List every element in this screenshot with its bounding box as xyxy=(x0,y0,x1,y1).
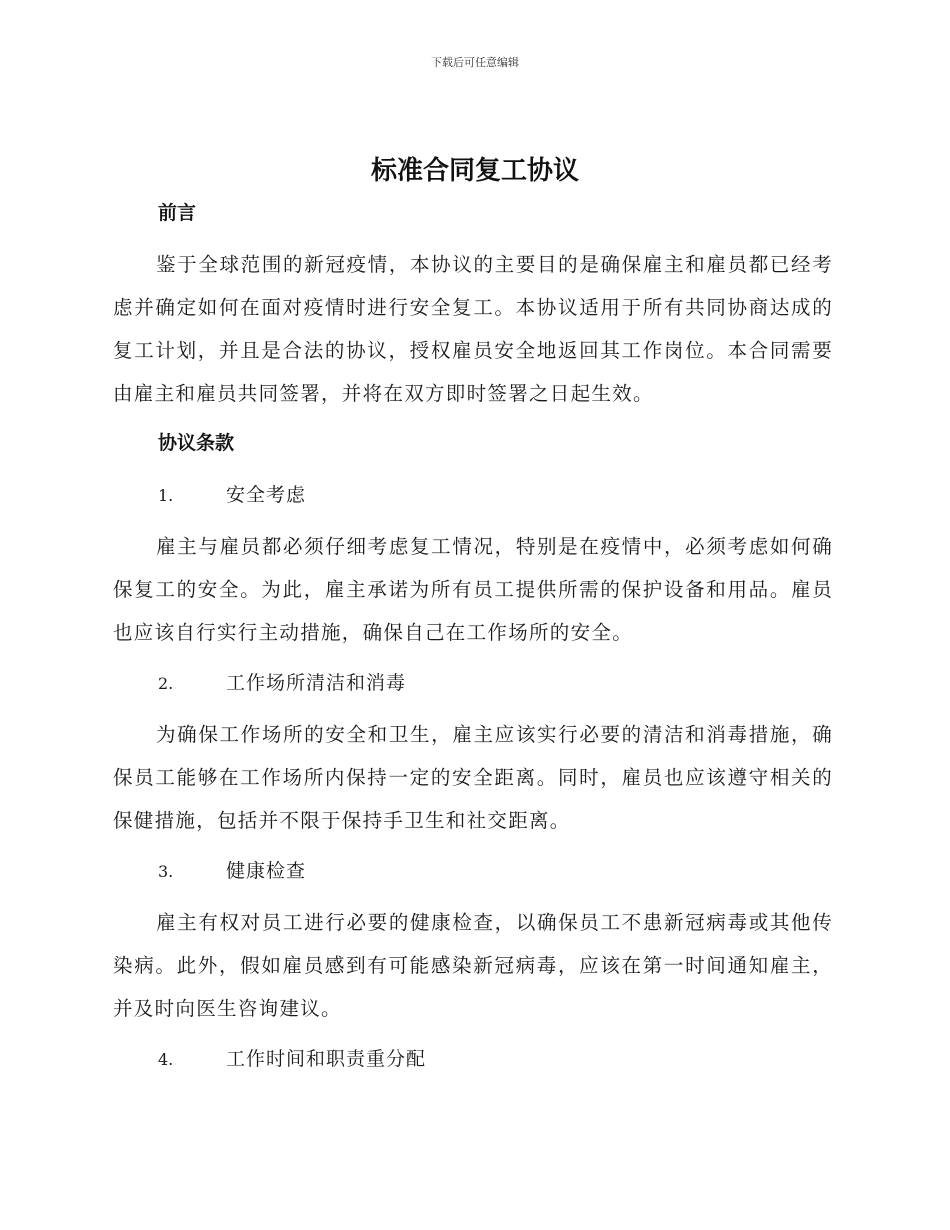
term-item-4 xyxy=(158,1044,426,1071)
term-title: 健康检查 xyxy=(226,860,307,882)
term-number: 3. xyxy=(158,862,174,881)
term-title: 工作时间和职责重分配 xyxy=(226,1048,427,1070)
term-number: 1. xyxy=(158,486,174,505)
term-body-2: 为确保工作场所的安全和卫生，雇主应该实行必要的清洁和消毒措施，确保员工能够在工作场所内保持一定的安全距离。同时，雇员也应该遵守相关的保健措施，包括并不限于保持手卫生和社交距离。 xyxy=(113,723,833,832)
term-item-2 xyxy=(158,668,406,695)
term-item-1 xyxy=(158,480,306,507)
term-item-3 xyxy=(158,856,306,883)
terms-heading: 协议条款 xyxy=(158,432,235,454)
term-number: 4. xyxy=(158,1050,174,1069)
preface-heading: 前言 xyxy=(158,202,197,224)
page-header: 下载后可任意编辑 xyxy=(431,56,519,69)
term-title: 工作场所清洁和消毒 xyxy=(226,672,407,694)
term-title: 安全考虑 xyxy=(226,484,307,506)
term-body-1: 雇主与雇员都必须仔细考虑复工情况，特别是在疫情中，必须考虑如何确保复工的安全。为此，雇主承诺为所有员工提供所需的保护设备和用品。雇员也应该自行实行主动措施，确保自己在工作场所的安全。 xyxy=(113,535,833,644)
preface-paragraph: 鉴于全球范围的新冠疫情，本协议的主要目的是确保雇主和雇员都已经考虑并确定如何在面对疫情时进行安全复工。本协议适用于所有共同协商达成的复工计划，并且是合法的协议，授权雇员安全地返回其工作岗位。本合同需要由雇主和雇员共同签署，并将在双方即时签署之日起生效。 xyxy=(113,253,833,405)
term-body-3: 雇主有权对员工进行必要的健康检查，以确保员工不患新冠病毒或其他传染病。此外，假如雇员感到有可能感染新冠病毒，应该在第一时间通知雇主，并及时向医生咨询建议。 xyxy=(113,911,833,1020)
document-title: 标准合同复工协议 xyxy=(370,156,579,186)
term-number: 2. xyxy=(158,674,174,693)
